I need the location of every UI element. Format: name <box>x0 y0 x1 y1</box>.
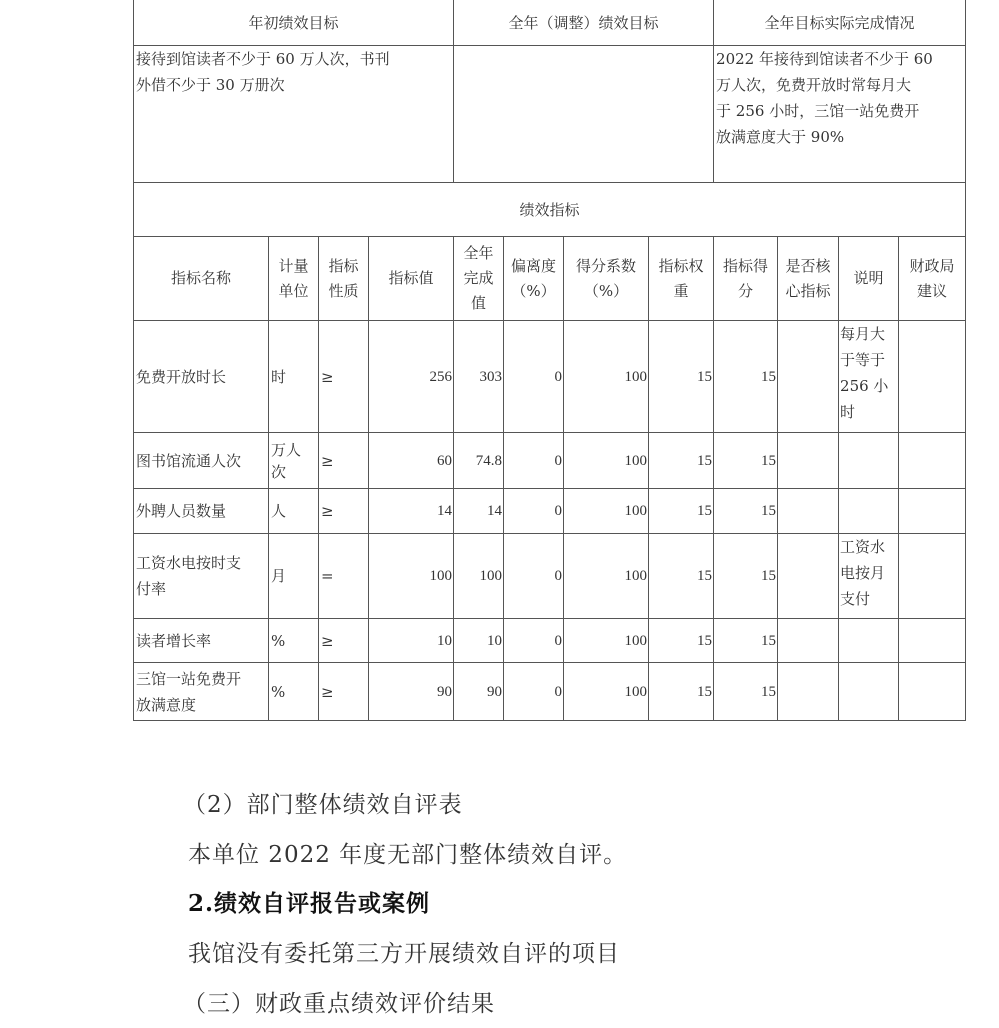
indicator-core <box>778 619 839 663</box>
indicator-advice <box>899 489 966 534</box>
indicator-name <box>134 489 269 534</box>
indicator-weight: 15 <box>649 663 714 721</box>
header-col-score <box>714 237 778 321</box>
header-line: 指标 <box>328 256 359 275</box>
section-heading-fiscal-key-eval: （三）财政重点绩效评价结果 <box>183 991 495 1017</box>
cell-line: 256 小 <box>840 377 889 395</box>
indicators-title: 绩效指标 <box>134 183 966 237</box>
header-line: 偏离度 <box>511 256 557 275</box>
header-line: 完成 <box>463 269 494 287</box>
indicator-weight: 15 <box>649 321 714 433</box>
indicator-score: 15 <box>714 489 778 534</box>
indicator-unit <box>269 663 319 721</box>
indicator-advice <box>899 433 966 489</box>
header-col-unit <box>269 237 319 321</box>
header-line: 指标名称 <box>170 269 231 287</box>
indicator-note <box>839 619 899 663</box>
cell-line: 外聘人员数量 <box>136 502 227 520</box>
header-line: 指标值 <box>388 269 434 287</box>
indicator-deviation: 0 <box>504 321 564 433</box>
indicator-actual: 14 <box>454 489 504 534</box>
indicator-core <box>778 489 839 534</box>
indicator-name <box>134 433 269 489</box>
indicator-name <box>134 534 269 619</box>
actual-line: 于 256 小时，三馆一站免费开 <box>716 102 920 120</box>
header-col-core <box>778 237 839 321</box>
table-row <box>134 433 966 489</box>
indicator-name <box>134 619 269 663</box>
header-line: 指标得 <box>723 256 769 275</box>
header-col-coef <box>564 237 649 321</box>
indicators-title-row <box>134 183 966 237</box>
indicator-weight: 15 <box>649 619 714 663</box>
indicator-advice <box>899 321 966 433</box>
header-line: 得分系数 <box>576 256 637 275</box>
indicator-deviation: 0 <box>504 433 564 489</box>
header-line: 单位 <box>278 281 309 300</box>
header-col-note <box>839 237 899 321</box>
indicator-rows <box>134 321 966 721</box>
indicator-note <box>839 489 899 534</box>
indicator-nature: ≥ <box>319 321 369 433</box>
header-col-deviation <box>504 237 564 321</box>
indicator-coef: 100 <box>564 433 649 489</box>
actual-line: 放满意度大于 90% <box>716 128 845 146</box>
table-row <box>134 663 966 721</box>
performance-table <box>133 0 966 721</box>
header-col-weight <box>649 237 714 321</box>
cell-line: 支付 <box>840 590 871 608</box>
cell-line: 人 <box>271 502 287 520</box>
indicator-target: 10 <box>369 619 454 663</box>
indicator-target: 14 <box>369 489 454 534</box>
indicator-coef: 100 <box>564 619 649 663</box>
table-row <box>134 489 966 534</box>
cell-line: 工资水 <box>840 538 886 556</box>
indicator-nature: ≥ <box>319 663 369 721</box>
indicator-score: 15 <box>714 663 778 721</box>
indicator-core <box>778 534 839 619</box>
header-initial-goal: 年初绩效目标 <box>134 0 454 46</box>
indicator-advice <box>899 534 966 619</box>
cell-line: 免费开放时长 <box>136 367 227 386</box>
indicator-unit <box>269 321 319 433</box>
header-col-actual <box>454 237 504 321</box>
indicator-actual: 10 <box>454 619 504 663</box>
indicator-name <box>134 663 269 721</box>
indicator-deviation: 0 <box>504 489 564 534</box>
indicator-coef: 100 <box>564 534 649 619</box>
header-line: 说明 <box>853 269 884 287</box>
header-line: 性质 <box>328 281 359 300</box>
indicator-unit <box>269 619 319 663</box>
indicator-core <box>778 321 839 433</box>
indicator-advice <box>899 663 966 721</box>
header-line: （%） <box>511 281 556 300</box>
indicator-nature: ≥ <box>319 619 369 663</box>
indicator-deviation: 0 <box>504 619 564 663</box>
table-row <box>134 619 966 663</box>
header-line: 是否核 <box>785 256 831 275</box>
paragraph-no-third-party: 我馆没有委托第三方开展绩效自评的项目 <box>188 941 620 967</box>
header-col-target <box>369 237 454 321</box>
cell-line: 三馆一站免费开 <box>136 669 242 688</box>
initial-goal-line: 外借不少于 30 万册次 <box>136 76 285 94</box>
cell-line: 时 <box>271 367 287 386</box>
indicator-score: 15 <box>714 619 778 663</box>
header-line: 值 <box>471 294 487 312</box>
indicator-weight: 15 <box>649 534 714 619</box>
table-row <box>134 534 966 619</box>
header-line: 建议 <box>917 281 948 300</box>
indicator-deviation: 0 <box>504 534 564 619</box>
cell-line: 读者增长率 <box>136 631 212 650</box>
cell-line: 放满意度 <box>136 695 197 714</box>
cell-line: 时 <box>840 403 856 421</box>
header-line: 分 <box>738 281 754 300</box>
indicator-note <box>839 534 899 619</box>
indicator-core <box>778 663 839 721</box>
indicator-deviation: 0 <box>504 663 564 721</box>
indicator-target: 60 <box>369 433 454 489</box>
header-line: 计量 <box>278 256 309 275</box>
indicator-note <box>839 321 899 433</box>
header-line: 全年 <box>463 244 494 262</box>
indicator-actual: 100 <box>454 534 504 619</box>
initial-goal-line: 接待到馆读者不少于 60 万人次，书刊 <box>136 50 390 68</box>
header-actual-completion: 全年目标实际完成情况 <box>714 0 966 46</box>
indicator-unit <box>269 433 319 489</box>
indicator-score: 15 <box>714 321 778 433</box>
cell-line: 图书馆流通人次 <box>136 451 242 470</box>
indicator-target: 100 <box>369 534 454 619</box>
indicator-target: 256 <box>369 321 454 433</box>
cell-line: 电按月 <box>840 564 886 582</box>
actual-line: 2022 年接待到馆读者不少于 60 <box>716 50 933 68</box>
indicator-weight: 15 <box>649 489 714 534</box>
header-line: 心指标 <box>785 281 831 300</box>
header-line: （%） <box>583 281 629 300</box>
cell-line: 每月大 <box>840 325 886 343</box>
indicator-actual: 303 <box>454 321 504 433</box>
table-row <box>134 321 966 433</box>
indicator-unit <box>269 534 319 619</box>
header-line: 重 <box>673 281 689 300</box>
cell-line: 于等于 <box>840 351 886 369</box>
indicator-advice <box>899 619 966 663</box>
indicator-note <box>839 433 899 489</box>
section-heading-dept-self-eval: （2）部门整体绩效自评表 <box>183 792 463 818</box>
actual-line: 万人次，免费开放时常每月大 <box>716 76 912 94</box>
indicator-nature: ≥ <box>319 489 369 534</box>
indicator-coef: 100 <box>564 489 649 534</box>
initial-goal-cell <box>134 46 454 183</box>
indicator-weight: 15 <box>649 433 714 489</box>
indicator-unit <box>269 489 319 534</box>
indicator-score: 15 <box>714 534 778 619</box>
adjusted-goal-cell <box>454 46 714 183</box>
indicator-actual: 74.8 <box>454 433 504 489</box>
indicator-coef: 100 <box>564 321 649 433</box>
section-heading-eval-report: 2.绩效自评报告或案例 <box>188 890 431 917</box>
goals-header-row <box>134 0 966 46</box>
cell-line: 次 <box>271 462 287 481</box>
indicator-target: 90 <box>369 663 454 721</box>
cell-line: 万人 <box>271 440 302 459</box>
indicator-name <box>134 321 269 433</box>
actual-completion-cell <box>714 46 966 183</box>
cell-line: % <box>271 631 286 650</box>
header-adjusted-goal: 全年（调整）绩效目标 <box>454 0 714 46</box>
indicator-core <box>778 433 839 489</box>
cell-line: 付率 <box>136 580 167 598</box>
header-line: 指标权 <box>658 256 704 275</box>
indicator-nature: ≥ <box>319 433 369 489</box>
paragraph-no-dept-eval: 本单位 2022 年度无部门整体绩效自评。 <box>188 842 628 868</box>
header-col-nature <box>319 237 369 321</box>
header-line: 财政局 <box>909 256 955 275</box>
goals-content-row <box>134 46 966 183</box>
cell-line: 月 <box>271 567 287 585</box>
cell-line: % <box>271 682 286 701</box>
cell-line: 工资水电按时支 <box>136 554 242 572</box>
indicator-actual: 90 <box>454 663 504 721</box>
indicator-column-header-row <box>134 237 966 321</box>
header-col-advice <box>899 237 966 321</box>
indicator-coef: 100 <box>564 663 649 721</box>
indicator-note <box>839 663 899 721</box>
header-col-name <box>134 237 269 321</box>
indicator-score: 15 <box>714 433 778 489</box>
indicator-nature: = <box>319 534 369 619</box>
